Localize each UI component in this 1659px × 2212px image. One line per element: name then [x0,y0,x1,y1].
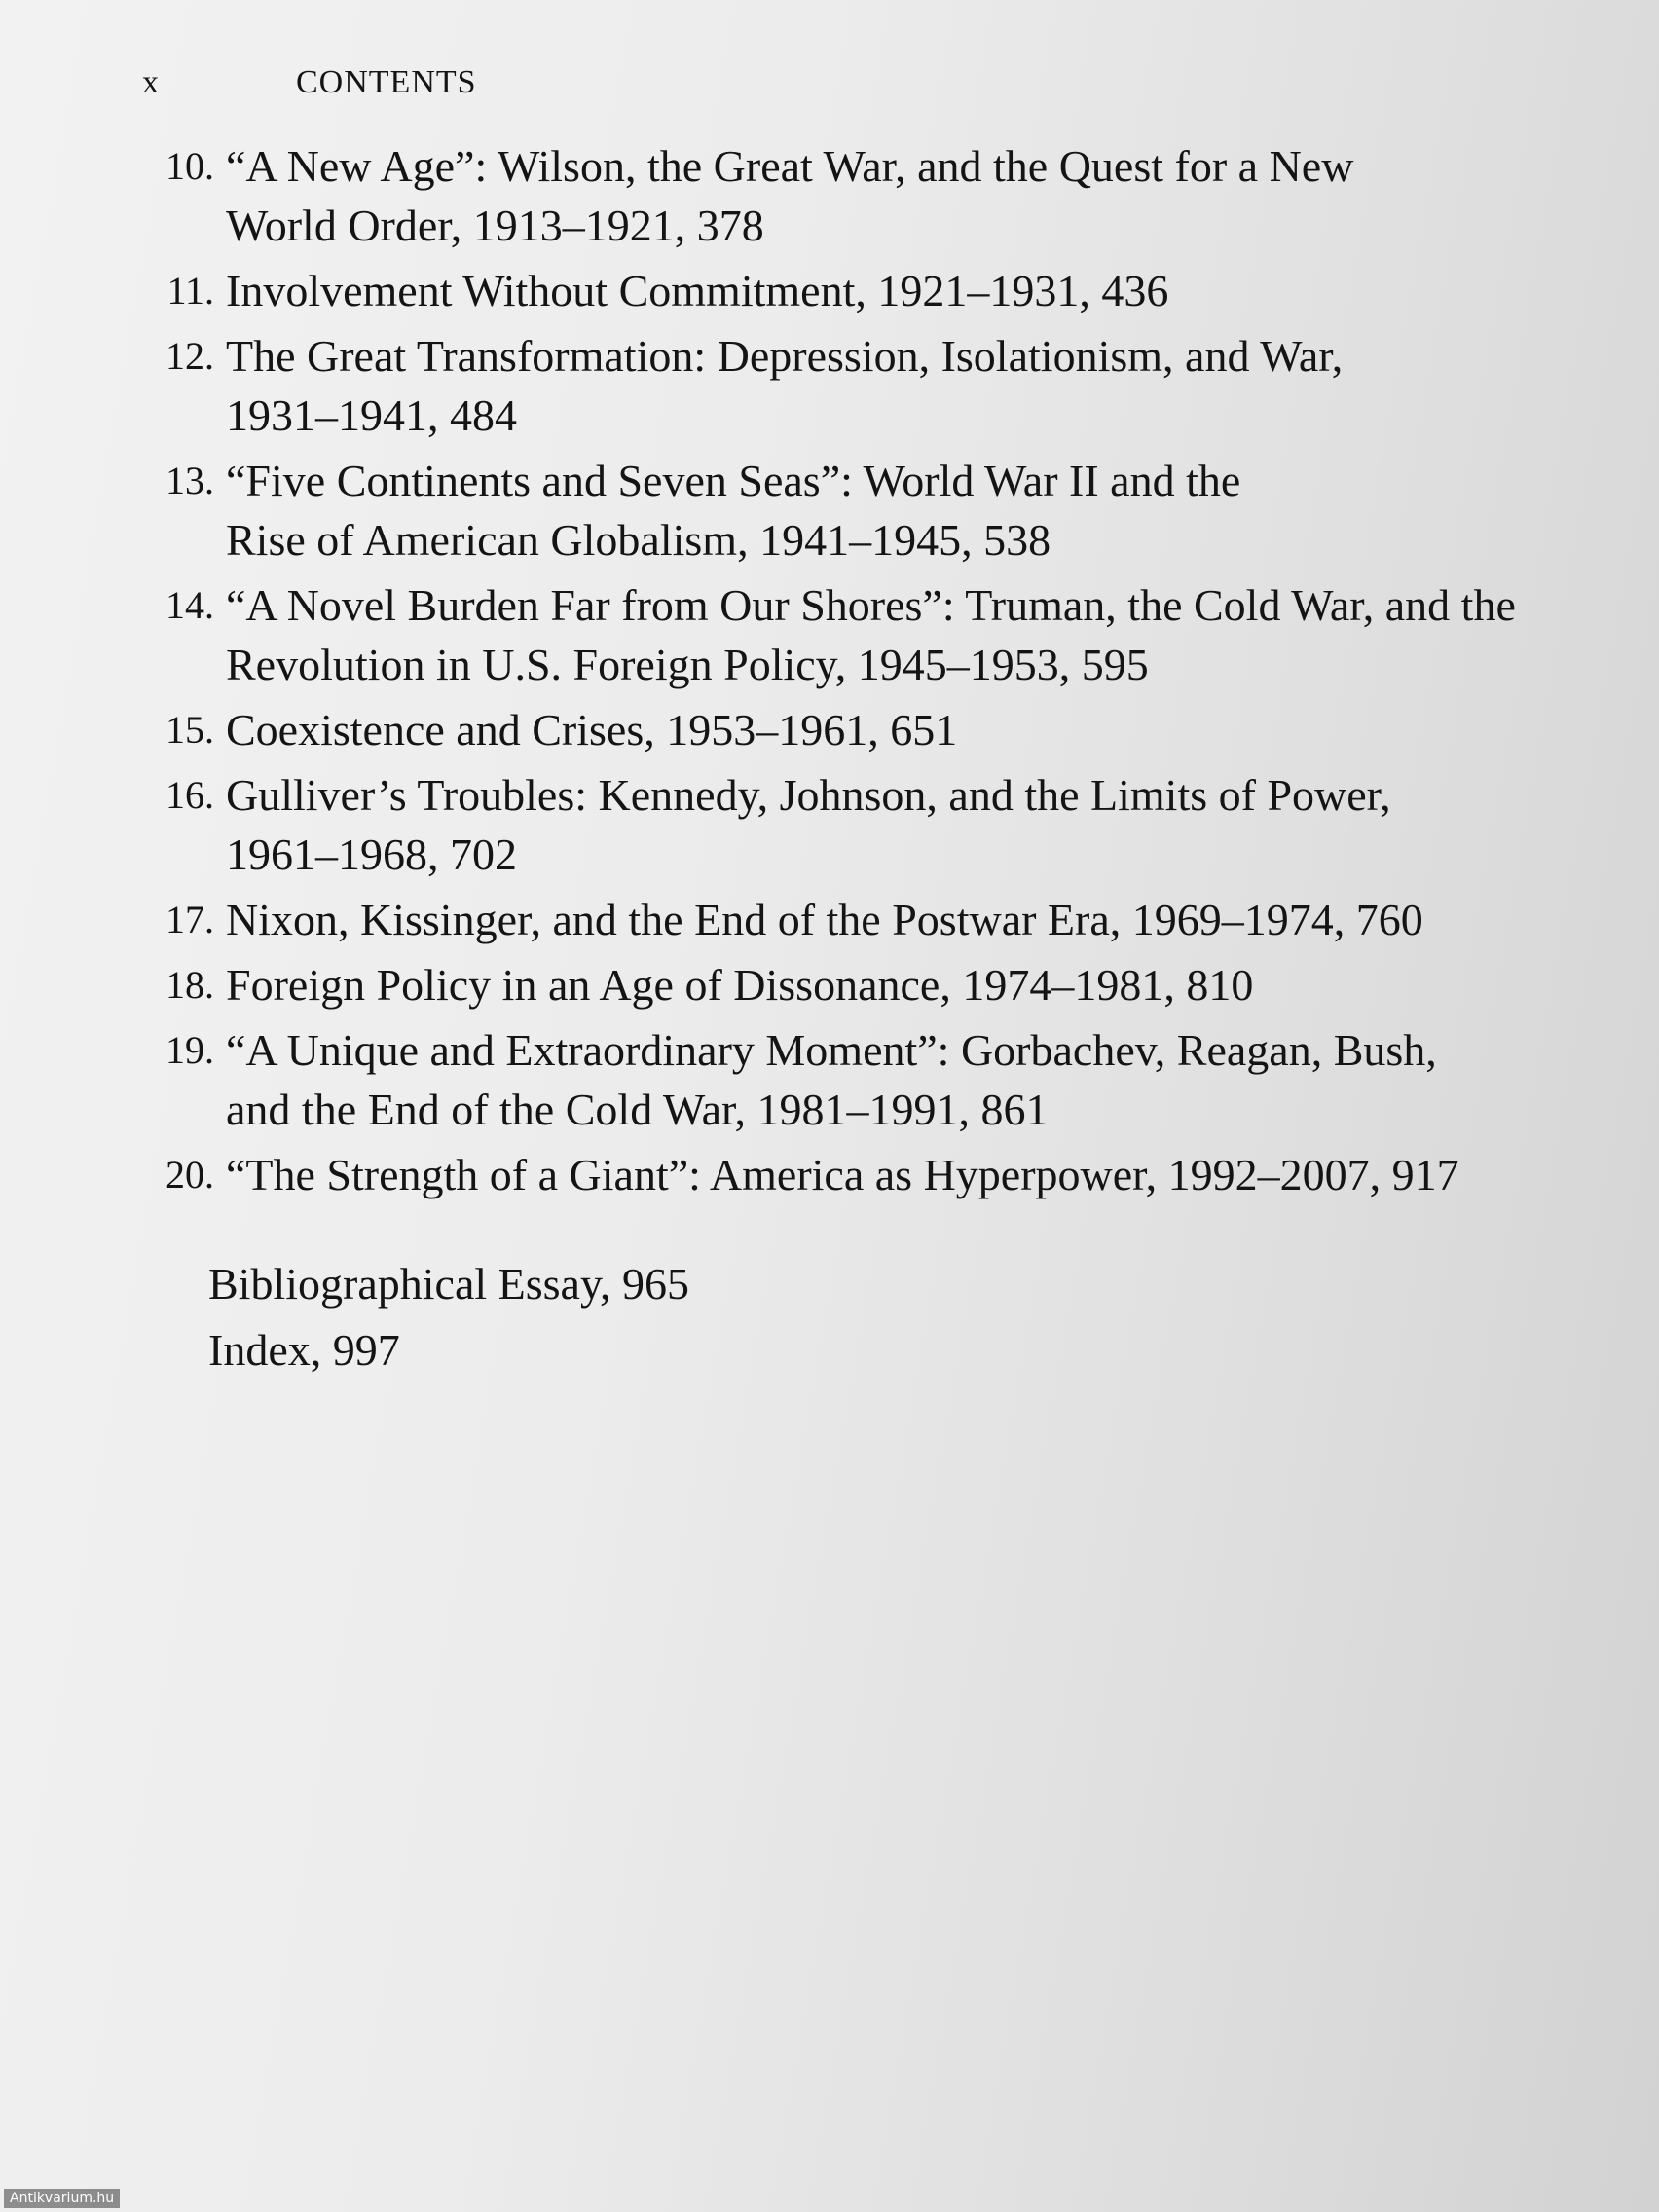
toc-entry [127,1020,1567,1139]
toc-entry [127,700,1567,759]
chapter-title: “A Novel Burden Far from Our Shores”: Truman, the Cold War, and the Revolution in U.S. Foreign Policy, 1945–1953, 595 [226,580,1516,689]
chapter-number: 12. [166,334,214,378]
chapter-number: 11. [166,269,214,313]
index-entry: Index, 997 [208,1325,400,1375]
toc-entry [127,136,1567,255]
page-number: x [142,64,160,100]
chapter-title: Coexistence and Crises, 1953–1961, 651 [226,705,958,755]
chapter-title: “The Strength of a Giant”: America as Hyperpower, 1992–2007, 917 [226,1150,1459,1199]
chapter-title: “A New Age”: Wilson, the Great War, and the Quest for a New World Order, 1913–1921, 378 [226,141,1354,250]
bibliographical-essay-entry: Bibliographical Essay, 965 [208,1259,689,1309]
chapter-number: 10. [166,144,214,188]
toc-entry [127,890,1567,949]
running-head-title: CONTENTS [296,64,477,100]
toc-entry [127,261,1567,320]
chapter-number: 17. [166,898,214,941]
toc-entry [127,575,1567,694]
chapter-title: The Great Transformation: Depression, Isolationism, and War, 1931–1941, 484 [226,331,1344,440]
toc-entry [127,765,1567,884]
chapter-title: “A Unique and Extraordinary Moment”: Gorbachev, Reagan, Bush, and the End of the Cold War, 1981–1991, 861 [226,1025,1437,1134]
chapter-title: Gulliver’s Troubles: Kennedy, Johnson, and the Limits of Power, 1961–1968, 702 [226,770,1391,879]
chapter-number: 13. [166,459,214,502]
table-of-contents [127,136,1567,1210]
running-header [142,64,477,101]
watermark-logo: Antikvarium.hu [4,2189,120,2208]
chapter-title: Nixon, Kissinger, and the End of the Postwar Era, 1969–1974, 760 [226,895,1423,944]
chapter-number: 15. [166,708,214,752]
chapter-number: 14. [166,583,214,627]
chapter-number: 19. [166,1028,214,1072]
chapter-number: 16. [166,773,214,817]
chapter-title: “Five Continents and Seven Seas”: World War II and the Rise of American Globalism, 1941–1945, 538 [226,456,1241,565]
toc-entry [127,451,1567,570]
chapter-number: 18. [166,963,214,1007]
chapter-title: Involvement Without Commitment, 1921–1931, 436 [226,266,1169,315]
chapter-number: 20. [166,1153,214,1197]
back-matter [208,1251,689,1383]
chapter-title: Foreign Policy in an Age of Dissonance, 1974–1981, 810 [226,960,1254,1010]
toc-entry [127,326,1567,445]
toc-entry [127,1145,1567,1204]
toc-entry [127,955,1567,1014]
